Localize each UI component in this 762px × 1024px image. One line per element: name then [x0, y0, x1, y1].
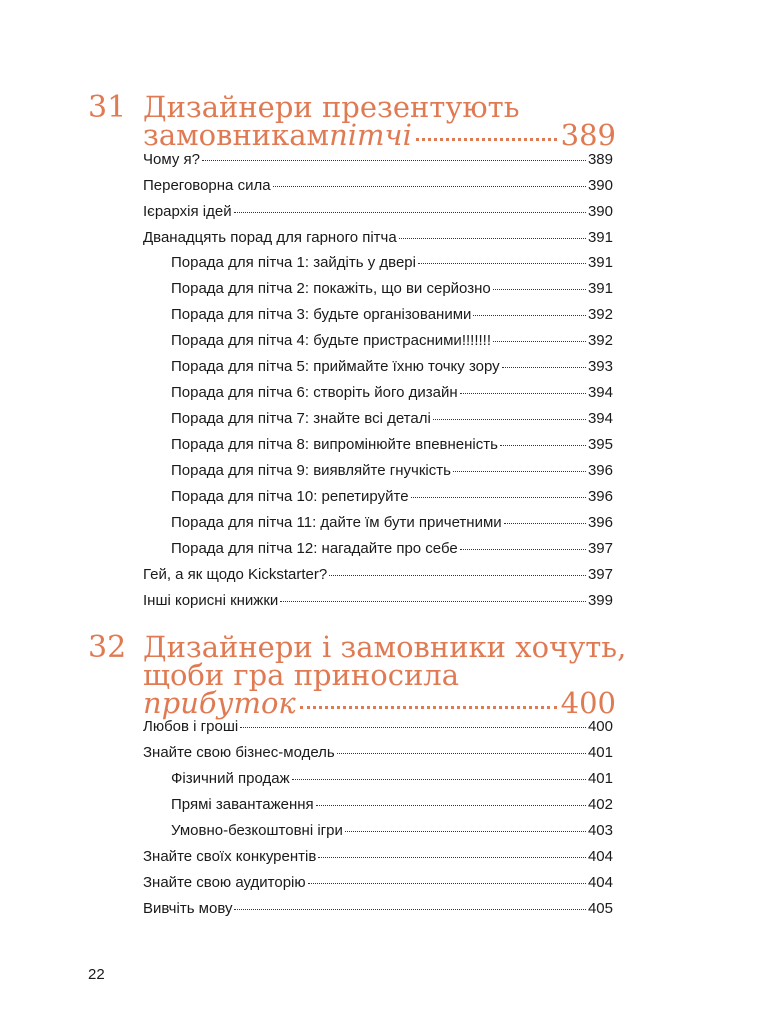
toc-subentry[interactable]: [171, 410, 613, 428]
entry-title: Порада для пітча 9: виявляйте гнучкість: [171, 462, 451, 479]
entry-title: Порада для пітча 12: нагадайте про себе: [171, 540, 458, 557]
toc-entry[interactable]: [143, 203, 613, 221]
entry-title: Фізичний продаж: [171, 770, 290, 787]
entry-page: 402: [587, 796, 613, 813]
dot-leader: [308, 883, 586, 884]
entry-title: Умовно-безкоштовні ігри: [171, 822, 343, 839]
dot-leader: [460, 393, 586, 394]
toc-subentry[interactable]: [171, 540, 613, 558]
chapter-number: 31: [88, 90, 127, 125]
entry-page: 400: [587, 718, 613, 735]
entry-page: 392: [587, 332, 613, 349]
dot-leader: [453, 471, 586, 472]
chapter-title-line: [143, 686, 616, 720]
entry-title: Ієрархія ідей: [143, 203, 232, 220]
entry-page: 391: [587, 229, 613, 246]
dot-leader: [337, 753, 586, 754]
entry-title: Знайте свою аудиторію: [143, 874, 306, 891]
dot-leader: [318, 857, 586, 858]
dot-leader: [399, 238, 586, 239]
entry-title: Порада для пітча 7: знайте всі деталі: [171, 410, 431, 427]
dot-leader: [433, 419, 586, 420]
toc-entry[interactable]: [143, 744, 613, 762]
dot-leader: [329, 575, 586, 576]
dot-leader: [234, 212, 586, 213]
entry-page: 399: [587, 592, 613, 609]
entry-title: Порада для пітча 2: покажіть, що ви серйозно: [171, 280, 491, 297]
chapter-title-line: [143, 118, 616, 152]
dot-leader: [234, 909, 585, 910]
chapter-title-italic: пітчі: [329, 118, 412, 152]
chapter-title-text: замовникам: [143, 118, 330, 152]
toc-subentry[interactable]: [171, 796, 613, 814]
dot-leader: [202, 160, 586, 161]
dot-leader: [504, 523, 586, 524]
chapter-title: [143, 90, 616, 152]
toc-entry[interactable]: [143, 848, 613, 866]
entry-page: 391: [587, 254, 613, 271]
entry-title: Дванадцять порад для гарного пітча: [143, 229, 397, 246]
chapter-title: [143, 630, 627, 720]
chapter-title-line: Дизайнери і замовники хочуть,: [143, 630, 627, 664]
entry-page: 392: [587, 306, 613, 323]
dot-leader: [493, 289, 586, 290]
entry-title: Порада для пітча 4: будьте пристрасними!!!!!!!: [171, 332, 491, 349]
entry-title: Вивчіть мову: [143, 900, 233, 917]
dot-leader: [473, 315, 586, 316]
dot-leader: [418, 263, 586, 264]
chapter-page: 400: [560, 686, 616, 720]
toc-subentry[interactable]: [171, 770, 613, 788]
entry-page: 391: [587, 280, 613, 297]
entry-title: Порада для пітча 11: дайте їм бути причетними: [171, 514, 502, 531]
toc-entry[interactable]: [143, 229, 613, 247]
page-number: 22: [88, 966, 105, 983]
dot-leader: [273, 186, 586, 187]
entry-page: 397: [587, 566, 613, 583]
entry-page: 396: [587, 462, 613, 479]
entry-page: 401: [587, 744, 613, 761]
entry-title: Порада для пітча 10: репетируйте: [171, 488, 409, 505]
toc-subentry[interactable]: [171, 384, 613, 402]
chapter-number: 32: [88, 630, 127, 665]
dot-leader: [460, 549, 586, 550]
toc-subentry[interactable]: [171, 332, 613, 350]
entry-title: Знайте своїх конкурентів: [143, 848, 317, 865]
toc-subentry[interactable]: [171, 488, 613, 506]
chapter-page: 389: [560, 118, 616, 152]
toc-subentry[interactable]: [171, 280, 613, 298]
entry-title: Порада для пітча 1: зайдіть у двері: [171, 254, 416, 271]
toc-entry[interactable]: [143, 177, 613, 195]
entry-title: Інші корисні книжки: [143, 592, 279, 609]
toc-entry[interactable]: [143, 900, 613, 918]
entry-title: Порада для пітча 6: створіть його дизайн: [171, 384, 458, 401]
chapter-title-line: Дизайнери презентують: [143, 90, 520, 124]
entry-page: 389: [587, 151, 613, 168]
dot-leader: [500, 445, 586, 446]
entry-page: 397: [587, 540, 613, 557]
entry-title: Любов і гроші: [143, 718, 239, 735]
dot-leader: [345, 831, 586, 832]
dot-leader: [300, 706, 557, 709]
entry-page: 390: [587, 177, 613, 194]
dot-leader: [280, 601, 586, 602]
entry-page: 396: [587, 514, 613, 531]
toc-subentry[interactable]: [171, 254, 613, 272]
toc-subentry[interactable]: [171, 822, 613, 840]
toc-subentry[interactable]: [171, 462, 613, 480]
entry-title: Чому я?: [143, 151, 200, 168]
dot-leader: [502, 367, 586, 368]
entry-title: Гей, а як щодо Kickstarter?: [143, 566, 328, 583]
entry-page: 394: [587, 384, 613, 401]
toc-subentry[interactable]: [171, 436, 613, 454]
entry-page: 404: [587, 848, 613, 865]
dot-leader: [292, 779, 586, 780]
dot-leader: [493, 341, 586, 342]
entry-title: Порада для пітча 8: випромінюйте впевненість: [171, 436, 498, 453]
entry-page: 395: [587, 436, 613, 453]
dot-leader: [316, 805, 586, 806]
toc-entry[interactable]: [143, 718, 613, 736]
entry-page: 403: [587, 822, 613, 839]
toc-entry[interactable]: [143, 151, 613, 169]
entry-title: Знайте свою бізнес-модель: [143, 744, 335, 761]
entry-page: 405: [587, 900, 613, 917]
toc-entry[interactable]: [143, 566, 613, 584]
dot-leader: [416, 138, 557, 141]
entry-page: 390: [587, 203, 613, 220]
entry-title: Порада для пітча 5: приймайте їхню точку зору: [171, 358, 500, 375]
entry-page: 404: [587, 874, 613, 891]
chapter-title-italic: прибуток: [143, 686, 296, 720]
entry-page: 394: [587, 410, 613, 427]
dot-leader: [411, 497, 586, 498]
toc-entry[interactable]: [143, 874, 613, 892]
entry-title: Прямі завантаження: [171, 796, 314, 813]
entry-page: 401: [587, 770, 613, 787]
entry-page: 396: [587, 488, 613, 505]
entry-page: 393: [587, 358, 613, 375]
toc-subentry[interactable]: [171, 514, 613, 532]
toc-subentry[interactable]: [171, 358, 613, 376]
entry-title: Переговорна сила: [143, 177, 271, 194]
entry-title: Порада для пітча 3: будьте організованими: [171, 306, 472, 323]
toc-entry[interactable]: [143, 592, 613, 610]
dot-leader: [240, 727, 586, 728]
toc-subentry[interactable]: [171, 306, 613, 324]
chapter-title-line: щоби гра приносила: [143, 658, 459, 692]
